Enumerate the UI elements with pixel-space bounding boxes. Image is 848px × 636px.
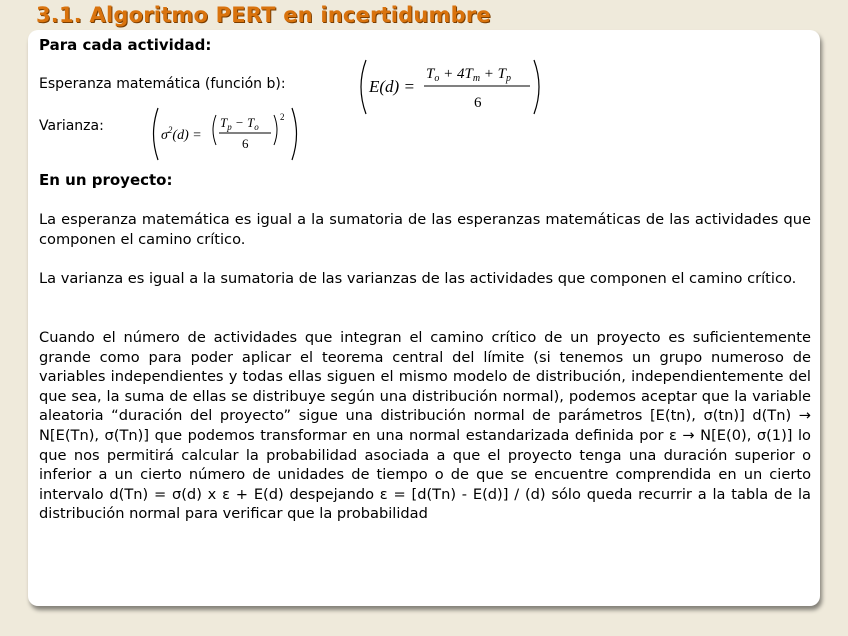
- expectation-label: Esperanza matemática (función b):: [39, 76, 286, 92]
- variance-lhs: $\sigma^2(d)$ =: [161, 125, 202, 143]
- variance-denominator: 6: [242, 136, 249, 151]
- paragraph-variance: La varianza es igual a la sumatoria de las varianzas de las actividades que componen el camino crítico.: [39, 270, 797, 287]
- paragraph-expectation: La esperanza matemática es igual a la sumatoria de las esperanzas matemáticas de las actividades que componen el camino crítico.: [39, 211, 811, 248]
- variance-exponent: 2: [280, 112, 285, 122]
- slide-title: 3.1. Algoritmo PERT en incertidumbre: [36, 3, 491, 27]
- expectation-denominator: 6: [474, 95, 482, 111]
- variance-label: Varianza:: [39, 118, 104, 134]
- variance-formula: [150, 106, 302, 162]
- section-heading-project: En un proyecto:: [39, 171, 173, 189]
- section-heading-activity: Para cada actividad:: [39, 36, 212, 54]
- expectation-formula: [356, 57, 548, 117]
- variance-numerator: $T_p - T_o$: [220, 115, 259, 132]
- paragraph-clt: Cuando el número de actividades que integran el camino crítico de un proyecto es suficientemente grande como para poder aplicar el teorema central del límite (si tenemos un grupo numeroso de variables independientes y todas ellas siguen el mismo modelo de distribución, independientemente del que sea, la suma de ellas se distribuye según una distribución normal), podemos aceptar que la variable aleatoria “duración del proyecto” sigue una distribución normal de parámetros [E(tn), σ(tn)] d(Tn) → N[E(Tn), σ(Tn)] que podemos transformar en una normal estandarizada definida por ε → N[E(0), σ(1)] lo que nos permitirá calcular la probabilidad asociada a que el proyecto tenga una duración superior o inferior a un cierto número de unidades de tiempo o de que se encuentre comprendida en un cierto intervalo d(Tn) = σ(d) x ε + E(d) despejando ε = [d(Tn) - E(d)] / (d) sólo queda recurrir a la tabla de la distribución normal para verificar que la probabilidad: [39, 329, 811, 523]
- expectation-lhs: E(d) =: [369, 77, 415, 96]
- expectation-numerator: $T_o + 4T_m + T_p$: [426, 66, 512, 84]
